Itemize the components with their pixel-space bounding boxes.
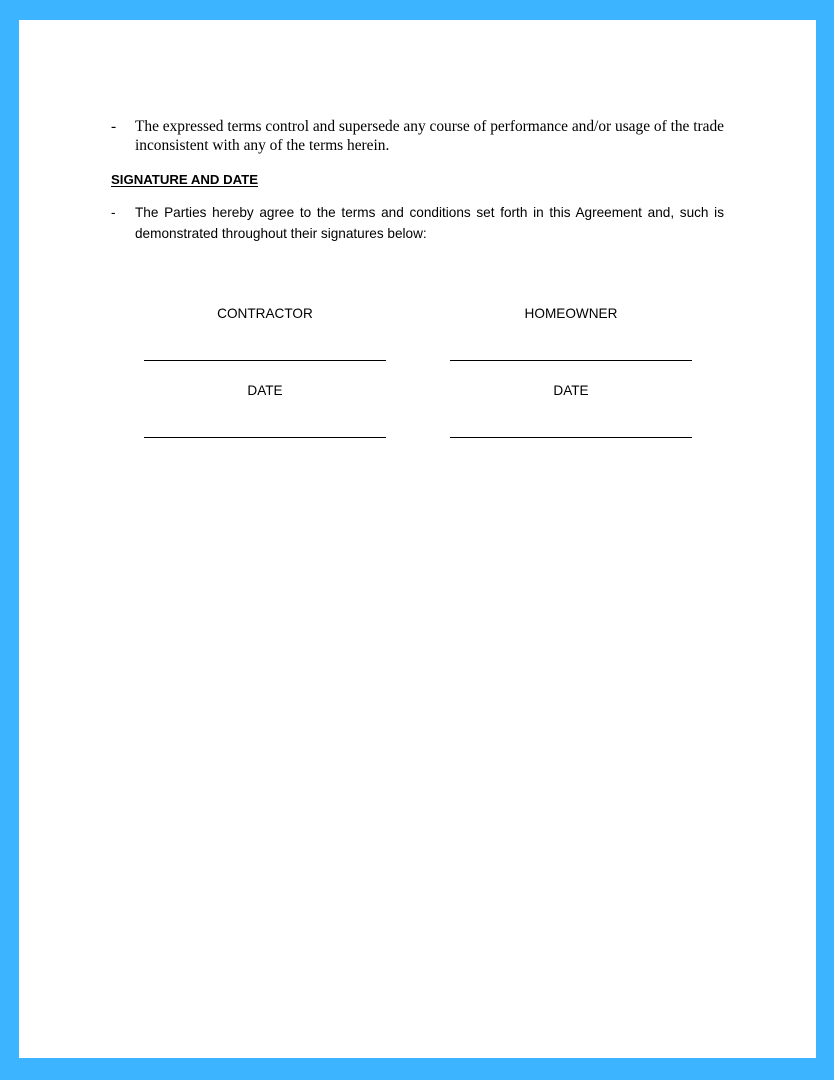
terms-clause-text: The expressed terms control and supersede any course of performance and/or usage of the trade inconsistent with any of the terms herein. — [135, 118, 724, 154]
section-heading: SIGNATURE AND DATE — [111, 172, 259, 187]
contractor-date-line — [144, 437, 386, 438]
homeowner-signature-line — [450, 360, 692, 361]
homeowner-label: HOMEOWNER — [524, 306, 618, 321]
contractor-label: CONTRACTOR — [217, 306, 313, 321]
contractor-signature-line — [144, 360, 386, 361]
bullet-dash: - — [111, 118, 117, 135]
homeowner-date-line — [450, 437, 692, 438]
contractor-date-label: DATE — [247, 383, 283, 398]
agreement-clause-text: The Parties hereby agree to the terms and conditions set forth in this Agreement and, such is demonstrated throughout their signatures below: — [135, 205, 724, 241]
bullet-dash: - — [111, 205, 116, 220]
homeowner-date-label: DATE — [553, 383, 589, 398]
